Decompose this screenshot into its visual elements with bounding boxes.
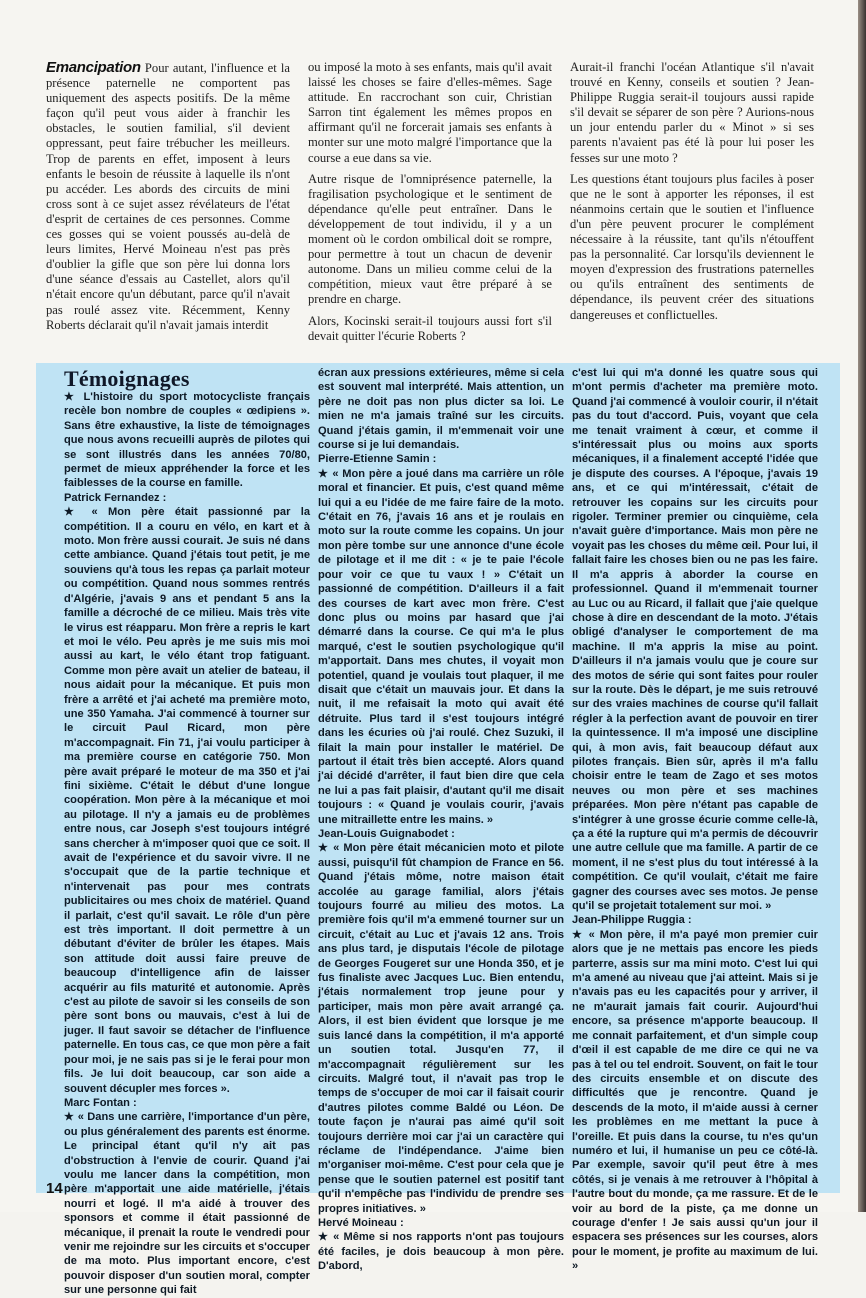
article-column-3 <box>570 60 814 329</box>
article-paragraph: ou imposé la moto à ses enfants, mais qu'il avait laissé les choses se faire d'elles-mêmes. Sage attitude. En raccrochant son cuir, Christian Sarron tint également les mêmes propos en affirmant qu'il ne forcerait jamais ses enfants à monter sur une moto malgré l'importance que la course a eue dans sa vie. <box>308 60 552 165</box>
testimonials-column-3 <box>572 366 818 1274</box>
testimonials-column-1 <box>64 390 310 1298</box>
testimonial-text: c'est lui qui m'a donné les quatre sous qui m'ont permis d'acheter ma première moto. Quand j'ai commencé à vouloir courir, il n'était pas du tout d'accord. Puis, voyant que cela me tenait vraiment à cœur, et comme il s'intéressait plus ou moins aux sports mécaniques, il a finalement accepté l'idée que je dispute des courses. A l'époque, j'avais 19 ans, et ce qui m'intéressait, c'était de retrouver les copains sur les circuits pour rigoler. Terminer premier ou cinquième, cela n'avait guère d'importance. Mais mon père ne voyait pas les choses du même œil. Pour lui, il fallait faire les choses bien ou ne pas les faire. Il m'a appris à aborder la course en professionnel. Quand il m'emmenait tourner au Luc ou au Ricard, il fallait que j'aie quelque chose à dire en descendant de la moto. J'étais obligé d'analyser le comportement de ma machine. Il m'a appris la mise au point. D'ailleurs il n'a jamais voulu que je coure sur des motos de série qui sont faites pour rouler sur la route. Dès le départ, je me suis retrouvé sur des vraies machines de course qu'il fallait régler à la perfection avant de pouvoir en tirer la quintessence. Il m'a imposé une discipline qui, à mon avis, fait beaucoup défaut aux pilotes français. Bien sûr, après il m'a fallu choisir entre le team de Zago et ses motos neuves ou mon père et ses machines préparées. Mon père n'étant pas capable de s'intégrer à une grosse écurie comme celle-là, ça a été la rupture qui m'a permis de découvrir une autre cellule que ma famille. A partir de ce moment, il ne s'est plus du tout intéressé à la compétition. Ce qu'il voulait, c'était me faire gagner des courses avec ses motos. Je pense qu'il se projetait totalement sur moi. » <box>572 367 818 913</box>
testimonial-text: ★ « Même si nos rapports n'ont pas toujours été faciles, je dois beaucoup à mon père. D'abord, <box>318 1231 564 1273</box>
article-paragraph: Les questions étant toujours plus faciles à poser que ne le sont à apporter les réponses, il est néanmoins certain que le soutien et l'influence d'un père peuvent procurer le complément nécessaire à la réussite, tant qu'ils n'étouffent pas la personnalité. Car lorsqu'ils deviennent le moyen d'expression des frustrations paternelles ou qu'ils entraînent des sentiments de dépendance, ils peuvent créer des situations dangereuses et conflictuelles. <box>570 171 814 322</box>
article-column-1 <box>46 60 290 339</box>
testimonials-title: Témoignages <box>64 366 190 391</box>
testimonials-column-2 <box>318 366 564 1274</box>
testimonial-author: Patrick Fernandez : <box>64 491 167 504</box>
testimonial-author: Hervé Moineau : <box>318 1216 404 1229</box>
page-edge-shadow <box>858 0 866 1212</box>
section-runin-heading: Emancipation <box>46 59 141 76</box>
testimonial-author: Jean-Philippe Ruggia : <box>572 914 692 927</box>
testimonial-text: ★ « Mon père était mécanicien moto et pilote aussi, puisqu'il fût champion de France en 56. Quand j'étais môme, notre maison était accolée au garage familial, alors j'étais toujours fourré au milieu des motos. La première fois qu'il m'a emmené tourner sur un circuit, c'était au Luc et j'avais 12 ans. Trois ans plus tard, je disputais l'école de pilotage de Georges Fougeret sur une Honda 350, et je fus finaliste avec Jacques Luc. Bien entendu, j'étais normalement trop jeune pour y participer, mais mon père avait arrangé ça. Alors, il est bien évident que lorsque je me suis lancé dans la compétition, il m'a apporté un soutien total. Jusqu'en 77, il m'accompagnait régulièrement sur les circuits. Malgré tout, il n'avait pas trop le temps de s'occuper de moi car il faisait courir d'autres pilotes comme Baldé ou Léon. De toute façon je n'aurai pas aimé qu'il soit toujours derrière moi car j'ai un caractère qui réclame de l'indépendance. J'aime bien m'organiser moi-même. C'est pour cela que je pense que le soutien paternel est positif tant qu'il n'empêche pas l'individu de prendre ses propres initiatives. » <box>318 842 564 1215</box>
testimonial-text: ★ L'histoire du sport motocycliste français recèle bon nombre de couples « œdipiens ». Sans être exhaustive, la liste de témoignages que nous avons recueilli auprès de pilotes qui se sont illustrés dans les années 70/80, permet de mieux appréhender la force et les faiblesses de la course en famille. <box>64 391 310 490</box>
article-paragraph: Aurait-il franchi l'océan Atlantique s'il n'avait trouvé en Kenny, conseils et soutien ? Jean-Philippe Ruggia serait-il toujours aussi rapide s'il devait se séparer de son père ? Aurions-nous un jour entendu parler du « Minot » si ses parents n'avaient pas été là pour lui poser les fesses sur une moto ? <box>570 60 814 165</box>
testimonial-author: Jean-Louis Guignabodet : <box>318 828 455 840</box>
article-paragraph: Autre risque de l'omniprésence paternelle, la fragilisation psychologique et le sentiment de dépendance qu'elle peut entraîner. Dans le développement de tout individu, il y a un moment où le cordon ombilical doit se rompre, pour permettre à tout un chacun de devenir autonome. Dans un milieu comme celui de la compétition, mieux vaut être préparé à se prendre en charge. <box>308 171 552 307</box>
testimonial-text: ★ « Mon père a joué dans ma carrière un rôle moral et financier. Et puis, c'est quand même lui qui a eu l'idée de me faire faire de la moto. C'était en 76, j'avais 16 ans et je roulais en moto sur la route comme les copains. Un jour mon père tombe sur une annonce d'une école de pilotage et il me dit : « je te paie l'école pour voir ce que tu vaux ! » C'était un passionné de compétition. D'ailleurs il a fait des courses de kart avec mon frère. C'est donc plus ou moins par hasard que j'ai démarré dans la course. Ce qui m'a le plus marqué, c'est le soutien psychologique qu'il m'apportait. Dans mes chutes, il voyait mon potentiel, quand je voulais tout plaquer, il me disait que c'était un mauvais jour. Et dans la nuit, il me refaisait la moto qui avait été détruite. Plus tard il s'est toujours intégré dans les écuries où j'ai roulé. Chez Suzuki, il filait la main pour installer le matériel. De partout il était très bien accepté. Alors quand j'ai décidé d'arrêter, il faut bien dire que cela ne lui a pas fait plaisir, d'autant qu'il me disait toujours : « Quand je voulais courir, j'avais une mitraillette entre les mains. » <box>318 467 564 826</box>
testimonial-text: ★ « Mon père était passionné par la compétition. Il a couru en vélo, en kart et à moto. Mon frère aussi courait. Je suis né dans cette ambiance. Quand j'étais tout petit, je me souviens qu'à tous les repas ça parlait moteur ou compétition. Quand nous sommes rentrés d'Algérie, j'avais 9 ans et pendant 5 ans la famille a décroché de ce milieu. Mais très vite le virus est réapparu. Mon frère a repris le kart et moi le vélo. Peu après je me suis mis moi aussi au kart, le vélo étant trop fatiguant. Comme mon père avait un atelier de bateau, il nous aidait pour la mécanique. Et puis mon frère a arrêté et j'ai acheté ma première moto, une 350 Yamaha. J'ai commencé à tourner sur le circuit Paul Ricard, mon père m'accompagnait. Fin 71, j'ai voulu participer à ma première course en catégorie 750. Mon père avait préparé le moteur de ma 350 et j'ai fini sixième. C'était le début d'une longue coopération. Mon père à la mécanique et moi au pilotage. Il n'y a jamais eu de problèmes entre nous, car Joseph s'est toujours intégré sans chercher à m'imposer quoi que ce soit. Il avait de l'expérience et du savoir vivre. Il ne s'occupait que de la partie technique et n'intervenait pas pour mes contrats publicitaires ou mes choix de matériel. Quand il parlait, c'est qu'il savait. Le rôle d'un père est très important. Il doit permettre à un débutant d'éviter de brûler les étapes. Mais son attitude doit aussi faire preuve de beaucoup d'intelligence afin de laisser acquérir au fils maturité et autonomie. Après c'est au pilote de savoir si les conseils de son père sont bons ou mauvais, c'est à lui de juger. Il faut savoir se détacher de l'influence paternelle. En tous cas, ce que mon père a fait pour moi, je ne sais pas si je le ferai pour mon fils. Je lui doit beaucoup, car son aide a souvent décupler mes forces ». <box>64 506 310 1095</box>
article-text: Pour autant, l'influence et la présence paternelle ne comportent pas uniquement des aspects positifs. De la même façon qu'il peut vous aider à franchir les obstacles, le soutien familial, s'il devient oppressant, peut faire trébucher les meilleurs. Trop de parents en effet, imposent à leurs enfants le besoin de réussite à laquelle ils n'ont pu accéder. Les abords des circuits de mini cross sont à ce sujet assez révélateurs de l'état d'esprit de certaines de ces personnes. Comme ces gosses qui se voient poussés au-delà de leurs limites, Hervé Moineau n'est pas près d'oublier la gifle que son père lui donna lors d'une séance d'essais au Castellet, alors qu'il n'était encore qu'un débutant, parce qu'il n'avait pas roulé assez vite. Récemment, Kenny Roberts déclarait qu'il n'avait jamais interdit <box>46 61 290 332</box>
testimonial-text: ★ « Mon père, il m'a payé mon premier cuir alors que je ne mettais pas encore les pieds parterre, assis sur ma mini moto. C'est lui qui m'a amené au niveau que j'ai atteint. Mais si je n'avais pas eu les capacités pour y arriver, il ne m'aurait jamais fait courir. Aujourd'hui encore, sa présence m'apporte beaucoup. Il me connait parfaitement, et d'un simple coup d'œil il est capable de me dire ce qui ne va pas à tel ou tel endroit. Souvent, on fait le tour des circuits ensemble et on discute des difficultés que je rencontre. Quand je descends de la moto, il m'aide aussi à cerner les problèmes en me mettant la puce à l'oreille. Et puis dans la course, tu n'es qu'un numéro et lui, il humanise un peu ce côté-là. Par exemple, savoir qu'il peut être à mes côtés, si je venais à me retrouver à l'hôpital à l'autre bout du monde, ça me rassure. Et de le voir au bord de la piste, ça me donne un courage d'enfer ! Je sais aussi qu'un jour il espacera ses présences sur les courses, alors pour le moment, je profite au maximum de lui. » <box>572 928 818 1273</box>
article-paragraph <box>46 60 290 333</box>
page-number: 14 <box>46 1180 63 1197</box>
testimonial-author: Marc Fontan : <box>64 1096 137 1109</box>
testimonial-author: Pierre-Etienne Samin : <box>318 453 437 466</box>
testimonial-text: écran aux pressions extérieures, même si cela est souvent mal interprété. Mais attention, un père ne doit pas non plus dicter sa loi. Le mien ne m'a jamais traîné sur les circuits. Quand j'étais gamin, il m'emmenait voir une course si je lui demandais. <box>318 367 564 452</box>
article-column-2 <box>308 60 552 350</box>
article-paragraph: Alors, Kocinski serait-il toujours aussi fort s'il devait quitter l'écurie Roberts ? <box>308 313 552 343</box>
testimonial-text: ★ « Dans une carrière, l'importance d'un père, ou plus généralement des parents est énorme. Le principal étant qu'il n'y ait pas d'obstruction à l'envie de courir. Quand j'ai voulu me lancer dans la compétition, mon père m'apportait une aide matérielle, j'étais nourri et logé. Il m'a aidé à trouver des sponsors et comme il était passionné de mécanique, il prenait la route le vendredi pour venir me rejoindre sur les circuits et s'occuper de ma moto. Plus important encore, c'est pouvoir disposer d'un soutien moral, compter sur une personne qui fait <box>64 1111 310 1297</box>
